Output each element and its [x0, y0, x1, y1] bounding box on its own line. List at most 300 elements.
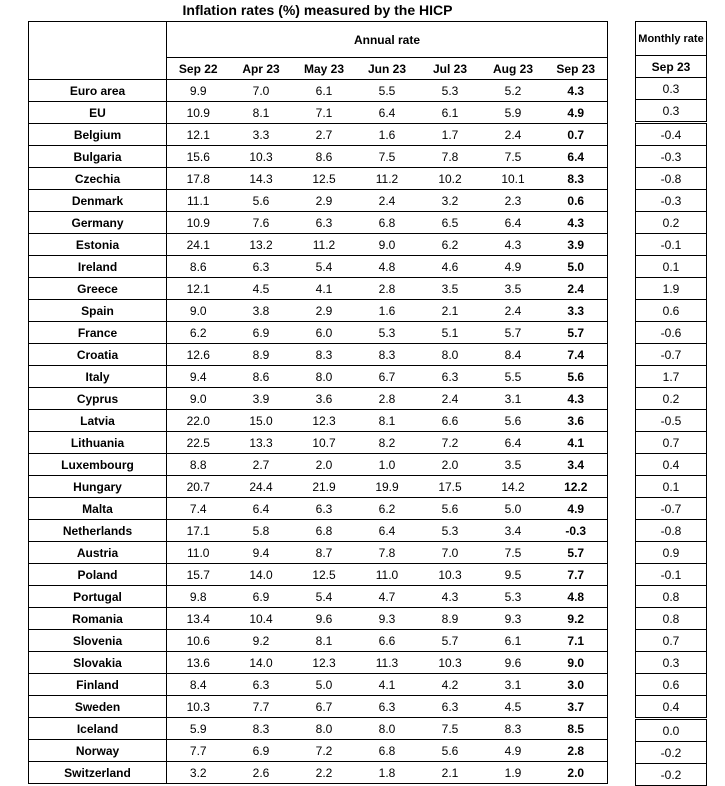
value-cell: 9.2 [230, 630, 293, 652]
value-cell: 2.4 [356, 190, 419, 212]
value-cell: 8.3 [230, 718, 293, 740]
value-cell: 6.9 [230, 586, 293, 608]
value-cell: 12.3 [293, 652, 356, 674]
value-cell: 7.7 [230, 696, 293, 718]
row-label: Greece [29, 278, 167, 300]
annual-rate-table [28, 21, 608, 784]
value-cell: 17.1 [167, 520, 230, 542]
value-cell: 5.8 [230, 520, 293, 542]
monthly-rate-table [635, 21, 707, 786]
value-cell: 3.9 [230, 388, 293, 410]
value-cell: 8.3 [482, 718, 545, 740]
value-cell: 6.2 [167, 322, 230, 344]
row-label: Denmark [29, 190, 167, 212]
table-row [29, 652, 608, 674]
value-cell: 9.0 [356, 234, 419, 256]
table-row [29, 454, 608, 476]
value-cell: 8.9 [230, 344, 293, 366]
monthly-rate-header: Monthly rate [636, 22, 707, 56]
value-cell: 7.1 [545, 630, 608, 652]
value-cell: 21.9 [293, 476, 356, 498]
value-cell: 6.4 [482, 432, 545, 454]
monthly-value-cell: 0.1 [636, 476, 707, 498]
monthly-row [636, 454, 707, 476]
value-cell: 0.7 [545, 124, 608, 146]
monthly-value-cell: -0.7 [636, 498, 707, 520]
value-cell: 6.4 [356, 520, 419, 542]
row-label: Ireland [29, 256, 167, 278]
table-row [29, 740, 608, 762]
monthly-row [636, 212, 707, 234]
value-cell: 8.3 [293, 344, 356, 366]
value-cell: 5.7 [545, 542, 608, 564]
monthly-row [636, 630, 707, 652]
monthly-value-cell: -0.7 [636, 344, 707, 366]
table-row [29, 696, 608, 718]
value-cell: 6.4 [230, 498, 293, 520]
table-row [29, 498, 608, 520]
value-cell: 8.2 [356, 432, 419, 454]
monthly-row [636, 542, 707, 564]
monthly-value-cell: -0.4 [636, 123, 707, 146]
monthly-row [636, 100, 707, 123]
table-row [29, 520, 608, 542]
row-label: Cyprus [29, 388, 167, 410]
value-cell: 5.0 [482, 498, 545, 520]
value-cell: 4.9 [545, 498, 608, 520]
row-label: Bulgaria [29, 146, 167, 168]
monthly-row [636, 498, 707, 520]
value-cell: 2.6 [230, 762, 293, 784]
value-cell: 1.7 [419, 124, 482, 146]
value-cell: 3.2 [167, 762, 230, 784]
row-label: Czechia [29, 168, 167, 190]
row-label: Italy [29, 366, 167, 388]
value-cell: 6.5 [419, 212, 482, 234]
value-cell: 2.7 [230, 454, 293, 476]
value-cell: 5.7 [419, 630, 482, 652]
corner-cell [29, 22, 167, 80]
value-cell: 10.9 [167, 212, 230, 234]
monthly-row [636, 256, 707, 278]
table-row [29, 718, 608, 740]
value-cell: 10.3 [230, 146, 293, 168]
value-cell: 2.9 [293, 190, 356, 212]
value-cell: 13.4 [167, 608, 230, 630]
value-cell: 8.0 [293, 366, 356, 388]
value-cell: 9.9 [167, 80, 230, 102]
row-label: Euro area [29, 80, 167, 102]
value-cell: 13.6 [167, 652, 230, 674]
value-cell: 9.5 [482, 564, 545, 586]
value-cell: 5.6 [419, 498, 482, 520]
value-cell: 8.4 [482, 344, 545, 366]
value-cell: 11.0 [356, 564, 419, 586]
value-cell: 8.1 [356, 410, 419, 432]
value-cell: 14.2 [482, 476, 545, 498]
value-cell: 6.7 [293, 696, 356, 718]
value-cell: 12.6 [167, 344, 230, 366]
value-cell: 6.4 [356, 102, 419, 124]
monthly-row [636, 674, 707, 696]
value-cell: 3.5 [482, 454, 545, 476]
column-header: Sep 23 [545, 58, 608, 80]
value-cell: 6.3 [356, 696, 419, 718]
value-cell: 4.8 [356, 256, 419, 278]
value-cell: 12.1 [167, 278, 230, 300]
value-cell: 1.6 [356, 124, 419, 146]
value-cell: 6.1 [419, 102, 482, 124]
value-cell: 5.3 [419, 520, 482, 542]
value-cell: 6.3 [230, 674, 293, 696]
column-header: Sep 22 [167, 58, 230, 80]
value-cell: 6.2 [356, 498, 419, 520]
value-cell: 4.1 [293, 278, 356, 300]
value-cell: 4.7 [356, 586, 419, 608]
value-cell: 10.1 [482, 168, 545, 190]
value-cell: 6.3 [419, 696, 482, 718]
value-cell: 1.9 [482, 762, 545, 784]
value-cell: 6.1 [293, 80, 356, 102]
value-cell: 17.5 [419, 476, 482, 498]
monthly-row [636, 234, 707, 256]
value-cell: 2.0 [545, 762, 608, 784]
value-cell: 1.0 [356, 454, 419, 476]
monthly-value-cell: 0.2 [636, 212, 707, 234]
value-cell: 5.7 [482, 322, 545, 344]
value-cell: 9.8 [167, 586, 230, 608]
table-row [29, 564, 608, 586]
row-label: Croatia [29, 344, 167, 366]
monthly-row [636, 742, 707, 764]
monthly-row [636, 432, 707, 454]
table-row [29, 300, 608, 322]
value-cell: 6.3 [230, 256, 293, 278]
value-cell: 14.0 [230, 652, 293, 674]
value-cell: 3.5 [419, 278, 482, 300]
monthly-value-cell: 0.2 [636, 388, 707, 410]
monthly-value-cell: 0.0 [636, 719, 707, 742]
column-header: Jul 23 [419, 58, 482, 80]
value-cell: 2.0 [293, 454, 356, 476]
value-cell: 3.0 [545, 674, 608, 696]
value-cell: 10.2 [419, 168, 482, 190]
value-cell: 12.3 [293, 410, 356, 432]
monthly-value-cell: 0.3 [636, 100, 707, 123]
value-cell: 7.4 [545, 344, 608, 366]
value-cell: 2.4 [545, 278, 608, 300]
value-cell: 7.2 [293, 740, 356, 762]
value-cell: 5.4 [293, 586, 356, 608]
table-row [29, 630, 608, 652]
monthly-value-cell: 1.9 [636, 278, 707, 300]
value-cell: 10.3 [419, 564, 482, 586]
value-cell: 2.4 [482, 124, 545, 146]
monthly-value-cell: -0.2 [636, 764, 707, 786]
value-cell: 7.5 [419, 718, 482, 740]
value-cell: 3.2 [419, 190, 482, 212]
value-cell: 4.2 [419, 674, 482, 696]
monthly-value-cell: 0.3 [636, 78, 707, 100]
value-cell: 5.3 [356, 322, 419, 344]
value-cell: 8.1 [293, 630, 356, 652]
value-cell: 4.3 [545, 212, 608, 234]
value-cell: 14.3 [230, 168, 293, 190]
value-cell: 0.6 [545, 190, 608, 212]
row-label: France [29, 322, 167, 344]
row-label: Hungary [29, 476, 167, 498]
value-cell: 24.1 [167, 234, 230, 256]
value-cell: 5.7 [545, 322, 608, 344]
value-cell: 6.4 [545, 146, 608, 168]
value-cell: 15.7 [167, 564, 230, 586]
value-cell: 8.0 [419, 344, 482, 366]
value-cell: 3.3 [545, 300, 608, 322]
monthly-value-cell: -0.3 [636, 190, 707, 212]
value-cell: 12.1 [167, 124, 230, 146]
value-cell: 6.4 [482, 212, 545, 234]
table-row [29, 168, 608, 190]
table-row [29, 322, 608, 344]
monthly-row [636, 476, 707, 498]
value-cell: 5.0 [545, 256, 608, 278]
value-cell: 10.3 [419, 652, 482, 674]
monthly-value-cell: 0.3 [636, 652, 707, 674]
monthly-row [636, 123, 707, 146]
monthly-value-cell: -0.5 [636, 410, 707, 432]
monthly-row [636, 764, 707, 786]
value-cell: 2.4 [419, 388, 482, 410]
value-cell: 8.7 [293, 542, 356, 564]
value-cell: 4.5 [482, 696, 545, 718]
monthly-row [636, 300, 707, 322]
value-cell: 15.6 [167, 146, 230, 168]
monthly-row [636, 388, 707, 410]
monthly-value-cell: -0.8 [636, 520, 707, 542]
value-cell: 7.0 [230, 80, 293, 102]
value-cell: 9.0 [167, 388, 230, 410]
value-cell: 14.0 [230, 564, 293, 586]
table-row [29, 102, 608, 124]
value-cell: 5.6 [482, 410, 545, 432]
value-cell: 22.0 [167, 410, 230, 432]
table-row [29, 366, 608, 388]
monthly-row [636, 322, 707, 344]
monthly-row [636, 719, 707, 742]
row-label: EU [29, 102, 167, 124]
value-cell: 10.6 [167, 630, 230, 652]
column-header: Apr 23 [230, 58, 293, 80]
value-cell: 11.2 [293, 234, 356, 256]
value-cell: 2.0 [419, 454, 482, 476]
row-label: Luxembourg [29, 454, 167, 476]
value-cell: 4.9 [482, 256, 545, 278]
value-cell: 6.3 [419, 366, 482, 388]
value-cell: 3.1 [482, 674, 545, 696]
value-cell: 9.0 [167, 300, 230, 322]
monthly-row [636, 410, 707, 432]
value-cell: 9.3 [356, 608, 419, 630]
value-cell: 8.8 [167, 454, 230, 476]
value-cell: 12.2 [545, 476, 608, 498]
value-cell: 5.5 [482, 366, 545, 388]
row-label: Iceland [29, 718, 167, 740]
value-cell: 2.4 [482, 300, 545, 322]
value-cell: 5.5 [356, 80, 419, 102]
row-label: Switzerland [29, 762, 167, 784]
value-cell: 9.6 [482, 652, 545, 674]
value-cell: 8.5 [545, 718, 608, 740]
value-cell: 6.8 [356, 740, 419, 762]
value-cell: 6.2 [419, 234, 482, 256]
monthly-value-cell: -0.1 [636, 234, 707, 256]
monthly-value-cell: 0.1 [636, 256, 707, 278]
monthly-row [636, 564, 707, 586]
value-cell: 20.7 [167, 476, 230, 498]
value-cell: 6.8 [356, 212, 419, 234]
column-header: Jun 23 [356, 58, 419, 80]
value-cell: 12.5 [293, 168, 356, 190]
monthly-row [636, 278, 707, 300]
value-cell: 6.9 [230, 322, 293, 344]
value-cell: 8.6 [230, 366, 293, 388]
value-cell: 3.6 [545, 410, 608, 432]
monthly-value-cell: -0.6 [636, 322, 707, 344]
value-cell: 5.9 [482, 102, 545, 124]
row-label: Portugal [29, 586, 167, 608]
row-label: Norway [29, 740, 167, 762]
monthly-row [636, 344, 707, 366]
value-cell: 3.4 [482, 520, 545, 542]
monthly-row [636, 652, 707, 674]
monthly-value-cell: -0.3 [636, 146, 707, 168]
row-label: Malta [29, 498, 167, 520]
row-label: Sweden [29, 696, 167, 718]
table-row [29, 80, 608, 102]
value-cell: 4.9 [482, 740, 545, 762]
table-row [29, 388, 608, 410]
value-cell: 4.3 [545, 388, 608, 410]
row-label: Latvia [29, 410, 167, 432]
row-label: Austria [29, 542, 167, 564]
monthly-row [636, 586, 707, 608]
value-cell: 7.7 [167, 740, 230, 762]
monthly-value-cell: -0.1 [636, 564, 707, 586]
value-cell: 8.9 [419, 608, 482, 630]
value-cell: 12.5 [293, 564, 356, 586]
row-label: Finland [29, 674, 167, 696]
value-cell: 13.3 [230, 432, 293, 454]
value-cell: 2.7 [293, 124, 356, 146]
table-row [29, 344, 608, 366]
monthly-value-cell: 0.9 [636, 542, 707, 564]
value-cell: 6.3 [293, 212, 356, 234]
value-cell: 11.2 [356, 168, 419, 190]
value-cell: 22.5 [167, 432, 230, 454]
monthly-value-cell: 0.6 [636, 674, 707, 696]
table-row [29, 256, 608, 278]
table-title: Inflation rates (%) measured by the HICP [182, 2, 453, 18]
value-cell: 5.9 [167, 718, 230, 740]
table-row [29, 190, 608, 212]
value-cell: 5.3 [482, 586, 545, 608]
table-row [29, 542, 608, 564]
row-label: Belgium [29, 124, 167, 146]
table-row [29, 476, 608, 498]
value-cell: 7.7 [545, 564, 608, 586]
value-cell: 6.9 [230, 740, 293, 762]
row-label: Poland [29, 564, 167, 586]
table-row [29, 124, 608, 146]
row-label: Slovenia [29, 630, 167, 652]
monthly-value-cell: -0.2 [636, 742, 707, 764]
value-cell: 2.8 [356, 278, 419, 300]
value-cell: 9.4 [230, 542, 293, 564]
value-cell: 8.0 [356, 718, 419, 740]
monthly-value-cell: 0.6 [636, 300, 707, 322]
table-row [29, 410, 608, 432]
value-cell: 4.3 [545, 80, 608, 102]
value-cell: 11.0 [167, 542, 230, 564]
value-cell: 7.4 [167, 498, 230, 520]
value-cell: 4.5 [230, 278, 293, 300]
value-cell: 7.5 [482, 542, 545, 564]
value-cell: 5.6 [545, 366, 608, 388]
value-cell: 3.4 [545, 454, 608, 476]
value-cell: 9.0 [545, 652, 608, 674]
value-cell: 4.1 [545, 432, 608, 454]
value-cell: -0.3 [545, 520, 608, 542]
value-cell: 2.1 [419, 762, 482, 784]
value-cell: 9.2 [545, 608, 608, 630]
value-cell: 6.6 [356, 630, 419, 652]
value-cell: 1.8 [356, 762, 419, 784]
value-cell: 7.8 [419, 146, 482, 168]
monthly-row [636, 168, 707, 190]
value-cell: 6.0 [293, 322, 356, 344]
monthly-row [636, 190, 707, 212]
value-cell: 11.1 [167, 190, 230, 212]
value-cell: 2.1 [419, 300, 482, 322]
value-cell: 10.3 [167, 696, 230, 718]
monthly-column-header: Sep 23 [636, 56, 707, 78]
value-cell: 8.6 [293, 146, 356, 168]
table-row [29, 278, 608, 300]
value-cell: 7.6 [230, 212, 293, 234]
value-cell: 5.4 [293, 256, 356, 278]
monthly-value-cell: 0.7 [636, 432, 707, 454]
value-cell: 3.5 [482, 278, 545, 300]
annual-rate-header: Annual rate [167, 22, 608, 58]
value-cell: 7.5 [356, 146, 419, 168]
value-cell: 4.3 [482, 234, 545, 256]
row-label: Estonia [29, 234, 167, 256]
value-cell: 6.8 [293, 520, 356, 542]
value-cell: 6.1 [482, 630, 545, 652]
value-cell: 17.8 [167, 168, 230, 190]
monthly-value-cell: 0.8 [636, 586, 707, 608]
monthly-row [636, 696, 707, 719]
value-cell: 7.0 [419, 542, 482, 564]
value-cell: 2.3 [482, 190, 545, 212]
monthly-row [636, 520, 707, 542]
table-row [29, 762, 608, 784]
table-row [29, 146, 608, 168]
table-row [29, 432, 608, 454]
value-cell: 7.2 [419, 432, 482, 454]
value-cell: 10.9 [167, 102, 230, 124]
value-cell: 8.3 [356, 344, 419, 366]
